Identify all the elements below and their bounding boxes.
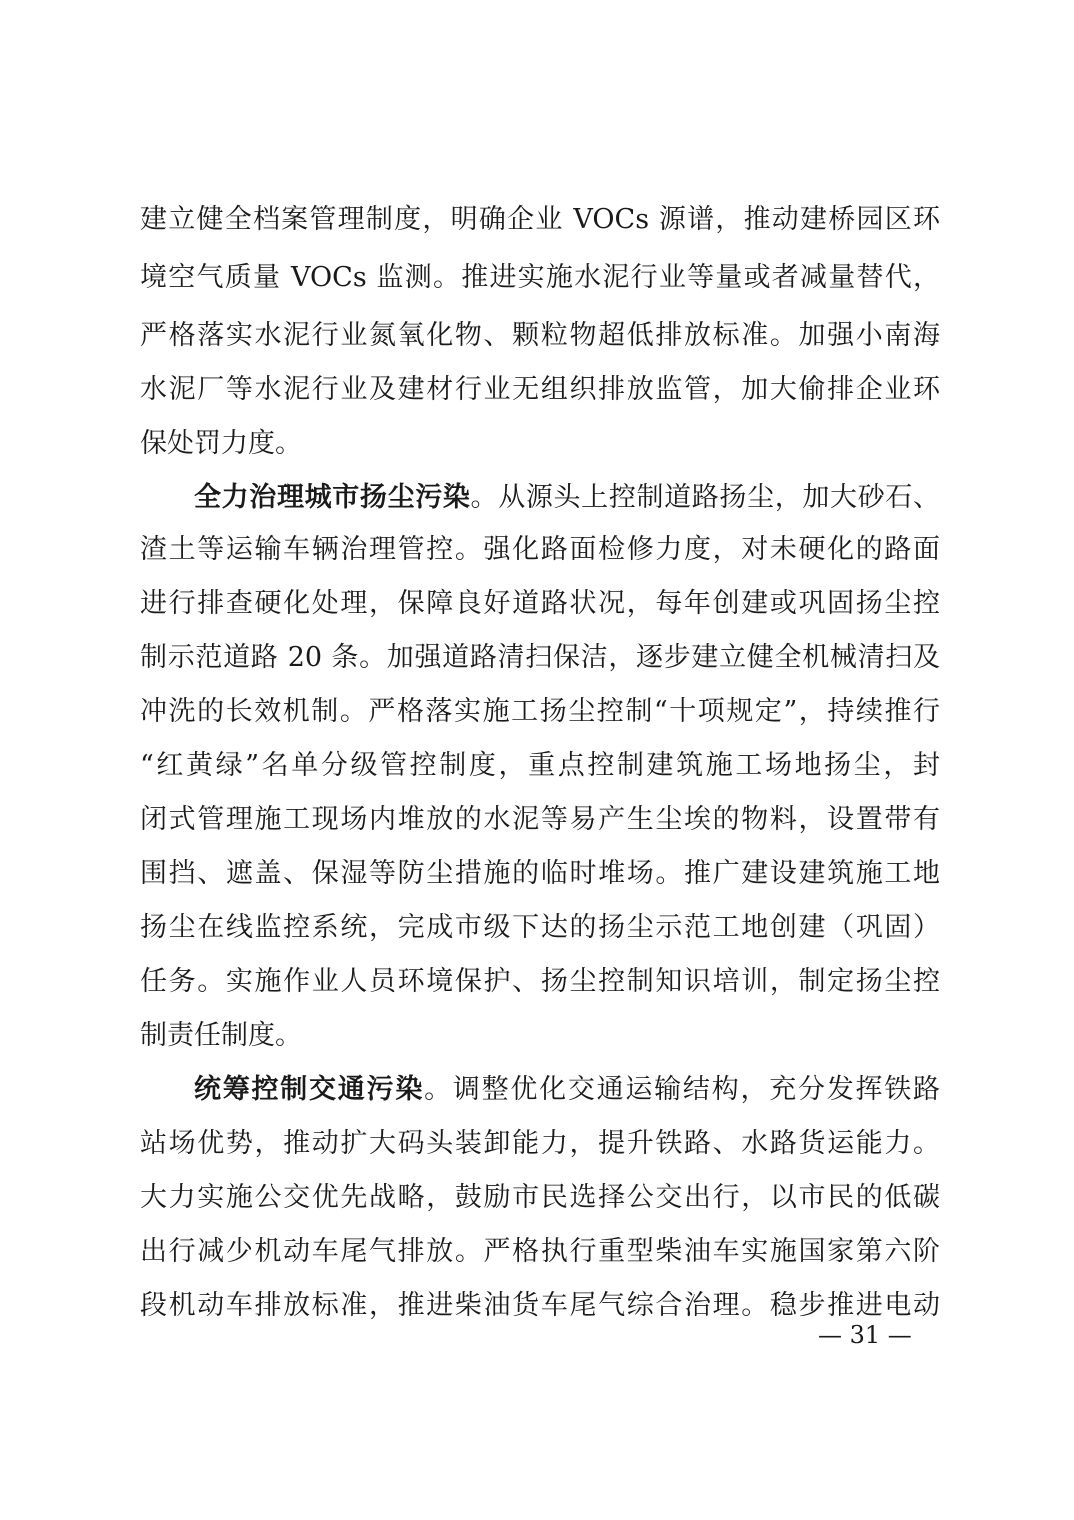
paragraph-1-line-3: 严格落实水泥行业氮氧化物、颗粒物超低排放标准。加强小南海 xyxy=(140,320,940,351)
paragraph-2-line-10: 任务。实施作业人员环境保护、扬尘控制知识培训，制定扬尘控 xyxy=(140,966,940,997)
paragraph-1-line-4: 水泥厂等水泥行业及建材行业无组织排放监管，加大偷排企业环 xyxy=(140,374,940,405)
paragraph-3-line-3: 大力实施公交优先战略，鼓励市民选择公交出行，以市民的低碳 xyxy=(140,1182,940,1213)
paragraph-2-line-1 xyxy=(194,478,940,518)
paragraph-3-line-5: 段机动车排放标准，推进柴油货车尾气综合治理。稳步推进电动 xyxy=(140,1290,940,1321)
paragraph-2-line-9: 扬尘在线监控系统，完成市级下达的扬尘示范工地创建（巩固） xyxy=(140,912,940,943)
paragraph-1-line-2: 境空气质量 VOCs 监测。推进实施水泥行业等量或者减量替代， xyxy=(140,262,940,293)
paragraph-3-line-4: 出行减少机动车尾气排放。严格执行重型柴油车实施国家第六阶 xyxy=(140,1236,940,1267)
paragraph-2-line-1-text: 。从源头上控制道路扬尘，加大砂石、 xyxy=(470,482,941,513)
paragraph-3-heading: 统筹控制交通污染 xyxy=(194,1074,425,1105)
paragraph-2-heading: 全力治理城市扬尘污染 xyxy=(194,482,471,513)
paragraph-1-line-5: 保处罚力度。 xyxy=(140,428,302,459)
paragraph-2-line-2: 渣土等运输车辆治理管控。强化路面检修力度，对未硬化的路面 xyxy=(140,534,940,565)
paragraph-2-line-3: 进行排查硬化处理，保障良好道路状况，每年创建或巩固扬尘控 xyxy=(140,588,940,619)
paragraph-1-line-1: 建立健全档案管理制度，明确企业 VOCs 源谱，推动建桥园区环 xyxy=(140,204,940,235)
paragraph-2-line-7: 闭式管理施工现场内堆放的水泥等易产生尘埃的物料，设置带有 xyxy=(140,804,940,835)
paragraph-3-line-1 xyxy=(194,1070,940,1110)
paragraph-2-line-6: “红黄绿”名单分级管控制度，重点控制建筑施工场地扬尘，封 xyxy=(140,750,940,781)
paragraph-3-line-1-text: 。调整优化交通运输结构，充分发挥铁路 xyxy=(424,1074,941,1105)
paragraph-3-line-2: 站场优势，推动扩大码头装卸能力，提升铁路、水路货运能力。 xyxy=(140,1128,940,1159)
paragraph-2-line-8: 围挡、遮盖、保湿等防尘措施的临时堆场。推广建设建筑施工地 xyxy=(140,858,940,889)
paragraph-2-line-11: 制责任制度。 xyxy=(140,1020,302,1051)
paragraph-2-line-5: 冲洗的长效机制。严格落实施工扬尘控制“十项规定”，持续推行 xyxy=(140,696,940,727)
page-number: — 31 — xyxy=(818,1321,912,1349)
paragraph-2-line-4: 制示范道路 20 条。加强道路清扫保洁，逐步建立健全机械清扫及 xyxy=(140,642,940,673)
